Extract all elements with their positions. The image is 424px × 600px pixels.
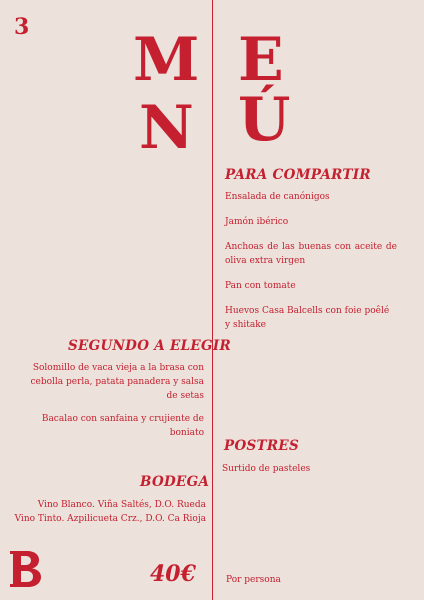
- list-item: Huevos Casa Balcells con foie poêlé y shitake: [225, 306, 390, 330]
- title-letter-u: Ú: [238, 85, 291, 155]
- per-person-label: Por persona: [226, 575, 281, 585]
- list-item: Vino Tinto. Azpilicueta Crz., D.O. Ca Rioja: [14, 514, 206, 524]
- list-item: Solomillo de vaca vieja a la brasa con cebolla perla, patata panadera y salsa de setas: [30, 363, 204, 401]
- center-divider: [212, 0, 213, 600]
- postres-title: POSTRES: [224, 438, 300, 454]
- para-compartir-title: PARA COMPARTIR: [225, 167, 371, 183]
- list-item: Vino Blanco. Viña Saltés, D.O. Rueda: [37, 500, 206, 510]
- list-item: Pan con tomate: [225, 281, 296, 291]
- title-letter-n: N: [139, 93, 194, 163]
- title-letter-e: E: [238, 25, 284, 95]
- list-item: Bacalao con sanfaina y crujiente de boniato: [41, 414, 204, 438]
- bodega-title: BODEGA: [140, 474, 210, 490]
- price: 40€: [150, 561, 196, 587]
- list-item: Anchoas de las buenas con aceite de oliva extra virgen: [225, 242, 397, 266]
- list-item: Surtido de pasteles: [222, 464, 311, 474]
- brand-logo: [10, 549, 44, 589]
- segundo-title: SEGUNDO A ELEGIR: [68, 338, 231, 354]
- title-letter-m: M: [133, 25, 200, 95]
- menu-number: 3: [14, 14, 30, 40]
- list-item: Ensalada de canónigos: [225, 192, 330, 202]
- list-item: Jamón ibérico: [225, 217, 289, 227]
